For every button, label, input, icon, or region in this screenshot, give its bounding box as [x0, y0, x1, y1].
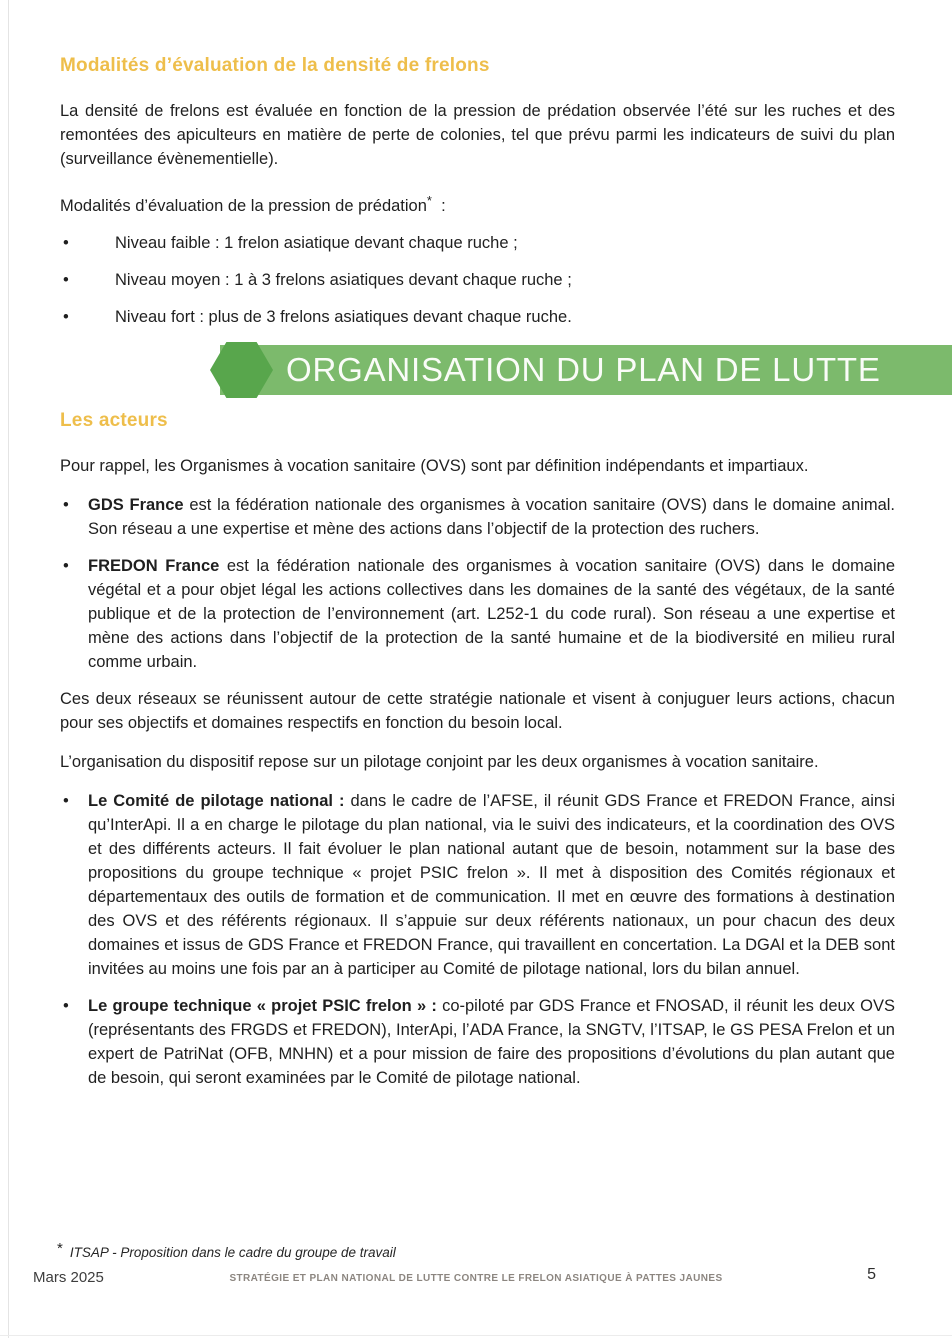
org-description: est la fédération nationale des organismes à vocation sanitaire (OVS) dans le domaine animal. Son réseau a une expertise et mène des actions dans l’objectif de la protection des ruchers. [88, 496, 895, 538]
networks-paragraph: Ces deux réseaux se réunissent autour de cette stratégie nationale et visent à conjuguer leurs actions, chacun pour ses objectifs et domaines respectifs en fonction du besoin local. [60, 690, 895, 732]
org-description: est la fédération nationale des organismes à vocation sanitaire (OVS) dans le domaine végétal et a pour objet légal les actions collectives dans les domaines de la santé des végétaux, de la santé publique et de la protection de l’environnement (art. L252-1 du code rural). Son réseau a une expertise et mène des actions dans l’objectif de la protection de la santé humaine et de la biodiversité en milieu rural comme urbain. [88, 557, 896, 671]
committee-name: Le Comité de pilotage national : [88, 792, 345, 810]
section-heading-actors: Les acteurs [60, 410, 168, 431]
footer-title: STRATÉGIE ET PLAN NATIONAL DE LUTTE CONTRE LE FRELON ASIATIQUE À PATTES JAUNES [229, 1273, 723, 1284]
page-bottom-edge [0, 1335, 952, 1336]
level-item-moyen: • Niveau moyen : 1 à 3 frelons asiatiques devant chaque ruche ; [60, 268, 895, 292]
org-item-fredon [60, 554, 895, 674]
pilotage-paragraph: L’organisation du dispositif repose sur un pilotage conjoint par les deux organismes à vocation sanitaire. [60, 753, 819, 771]
committee-name: Le groupe technique « projet PSIC frelon » : [88, 997, 437, 1015]
committee-description: co-piloté par GDS France et FNOSAD, il réunit les deux OVS (représentants des FRGDS et FREDON), InterApi, l’ADA France, la SNGTV, l’ITSAP, le GS PESA Frelon et un expert de PatriNat (OFB, MNHN) et a pour mission de faire des propositions d’évolutions du plan autant que de besoin, qui seront examinées par le Comité de pilotage national. [88, 997, 895, 1087]
footer [0, 1266, 952, 1294]
level-item-faible: • Niveau faible : 1 frelon asiatique devant chaque ruche ; [60, 231, 895, 255]
footer-date: Mars 2025 [33, 1269, 104, 1286]
section-heading-density: Modalités d’évaluation de la densité de frelons [60, 55, 490, 76]
footnote-marker: * [57, 1240, 63, 1257]
predation-label-text: Modalités d’évaluation de la pression de prédation [60, 197, 427, 215]
committee-item-pilotage [60, 789, 895, 981]
organisation-banner [210, 342, 952, 398]
footnote [57, 1240, 396, 1260]
density-intro-paragraph: La densité de frelons est évaluée en fonction de la pression de prédation observée l’été sur les ruches et des remontées des apiculteurs en matière de perte de colonies, tel que prévu parmi les indicateurs de suivi du plan (surveillance évènementielle). [60, 102, 895, 168]
committee-description: dans le cadre de l’AFSE, il réunit GDS France et FREDON France, ainsi qu’InterApi. Il a en charge le pilotage du plan national, via le suivi des indicateurs, et la coordination des OVS et des différents acteurs. Il fait évoluer le plan national autant que de besoin, notamment sur la base des propositions du groupe technique « projet PSIC frelon ». Il met à disposition des Comités régionaux et départementaux des outils de formation et de communication. Il met en œuvre des formations à destination des OVS et des référents régionaux. Il s’appuie sur deux référents nationaux, un pour chacun des deux domaines et issus de GDS France et FREDON France, qui travaillent en concertation. La DGAl et la DEB sont invitées au moins une fois par an à participer au Comité de pilotage national, lors du bilan annuel. [88, 792, 895, 978]
org-item-gds [60, 493, 895, 541]
footer-page-number: 5 [867, 1266, 876, 1283]
predation-levels-list [60, 231, 895, 329]
org-name: GDS France [88, 496, 184, 514]
committee-item-groupe-technique [60, 994, 895, 1090]
committees-list [60, 789, 895, 1090]
banner-title: ORGANISATION DU PLAN DE LUTTE [286, 351, 881, 388]
asterisk-marker: * [426, 193, 432, 208]
org-name: FREDON France [88, 557, 220, 575]
actors-intro-paragraph: Pour rappel, les Organismes à vocation sanitaire (OVS) sont par définition indépendants et impartiaux. [60, 457, 809, 475]
level-item-fort: • Niveau fort : plus de 3 frelons asiatiques devant chaque ruche. [60, 305, 895, 329]
predation-modalities-label [60, 189, 895, 218]
actor-orgs-list [60, 493, 895, 674]
footnote-text: ITSAP - Proposition dans le cadre du groupe de travail [69, 1245, 396, 1260]
predation-label-colon: : [431, 197, 446, 215]
